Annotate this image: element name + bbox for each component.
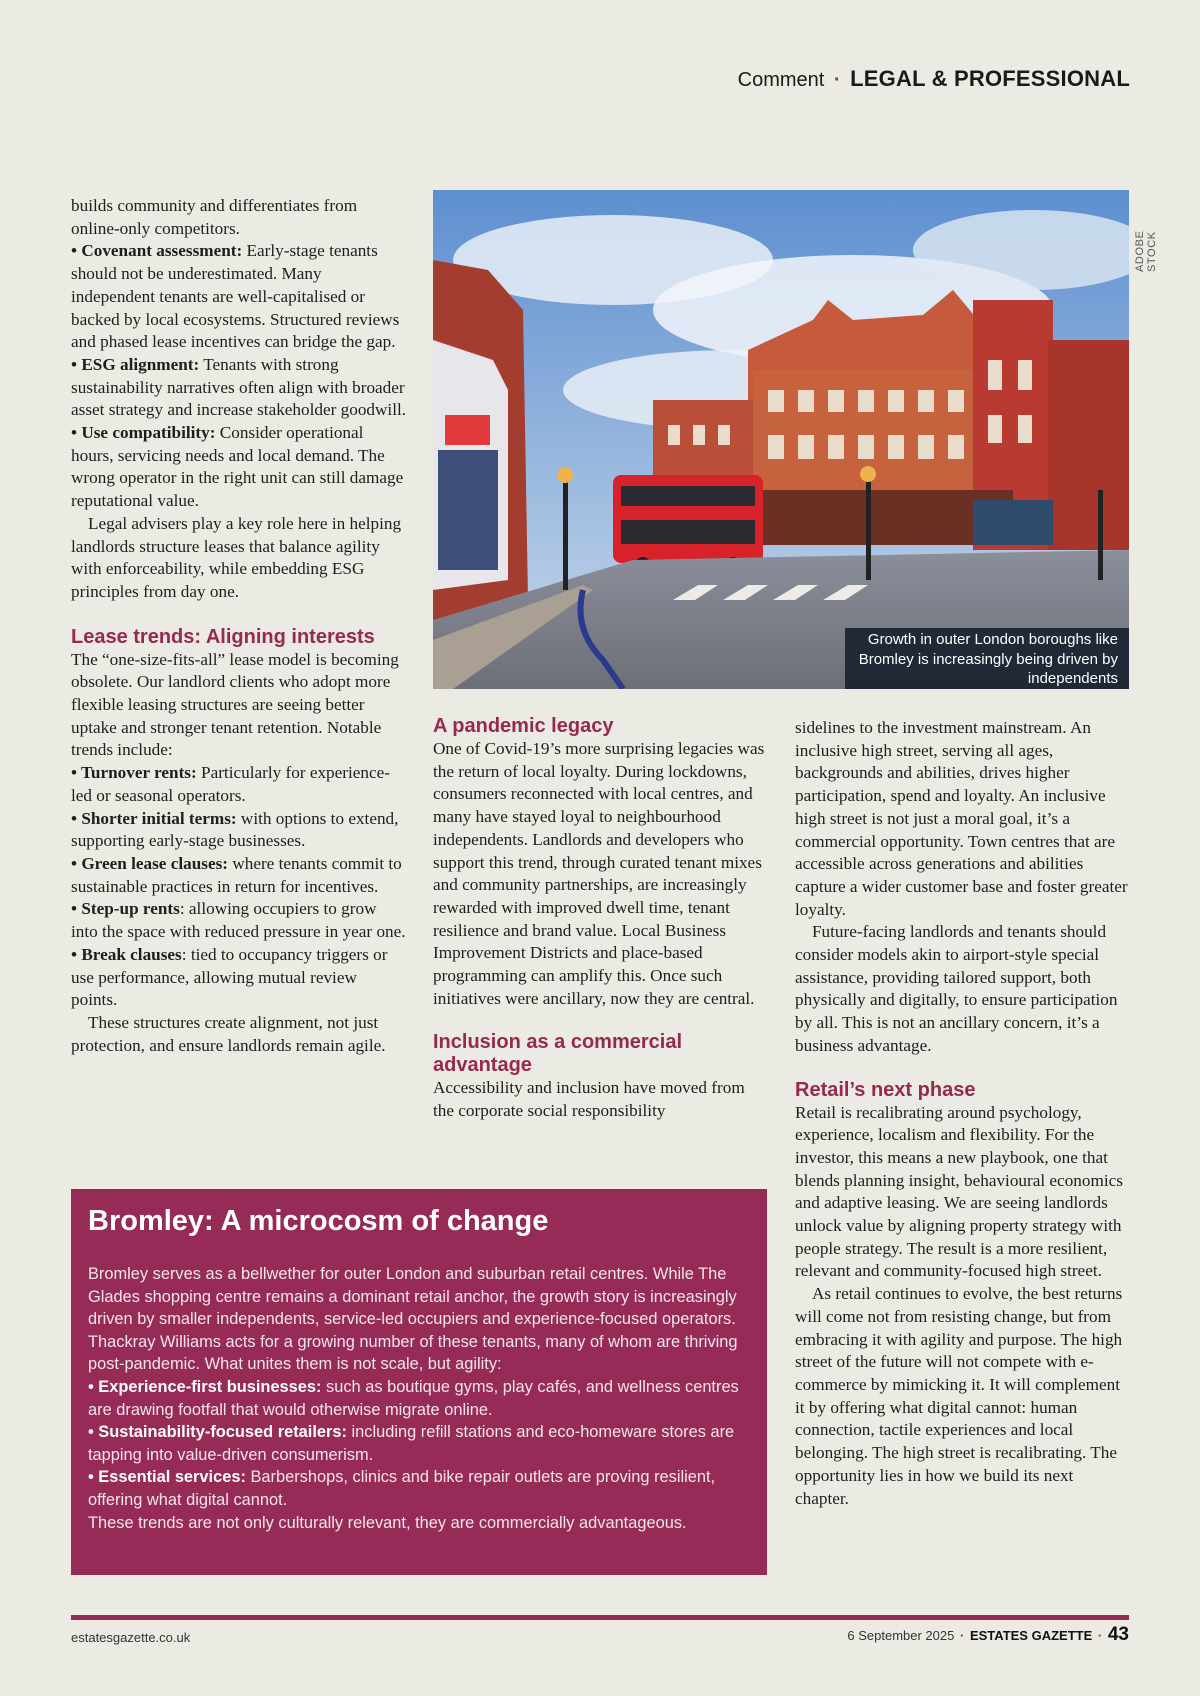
paragraph: sidelines to the investment mainstream. An inclusive high street, serving all ages, backgrounds and abilities, drives higher participation, spend and loyalty. An inclusive high street is not just a moral goal, it’s a commercial opportunity. Town centres that are accessible across generations and abilities capture a wider customer base and foster greater loyalty. <box>795 718 1128 919</box>
footer-info <box>847 1624 1129 1646</box>
subheading: Retail’s next phase <box>795 1078 976 1101</box>
bullet-label: • Shorter initial terms: <box>71 808 237 828</box>
article-column-2 <box>433 715 769 1123</box>
paragraph: One of Covid-19’s more surprising legacies was the return of local loyalty. During lockdowns, consumers reconnected with local centres, and many have stayed loyal to neighbourhood independents. Landlords and developers who support this trend, through curated tenant mixes and community partnerships, are increasingly rewarded with improved dwell time, tenant resilience and brand value. Local Business Improvement Districts and place-based programming can amplify this. Once such initiatives were ancillary, now they are central. <box>433 739 765 1008</box>
page-header <box>738 66 1130 92</box>
paragraph: builds community and differentiates from online-only competitors. <box>71 196 358 238</box>
article-column-3 <box>795 717 1129 1510</box>
footer-date: 6 September 2025 <box>847 1628 955 1643</box>
bullet-label: • Sustainability-focused retailers: <box>88 1423 347 1442</box>
photo-caption: Growth in outer London boroughs like Bromley is increasingly being driven by independents <box>845 628 1129 689</box>
bullet-item: • Experience-first businesses: such as boutique gyms, play cafés, and wellness centres are drawing footfall that would otherwise migrate online. <box>88 1377 739 1419</box>
street-photo <box>433 190 1129 689</box>
bullet-item: • Sustainability-focused retailers: including refill stations and eco-homeware stores are tapping into value-driven consumerism. <box>88 1423 735 1464</box>
paragraph: These structures create alignment, not just protection, and ensure landlords remain agile. <box>71 1012 386 1055</box>
bullet-label: • Use compatibility: <box>71 423 216 443</box>
paragraph: Legal advisers play a key role here in helping landlords structure leases that balance agility with enforceability, while embedding ESG principles from day one. <box>71 513 402 601</box>
paragraph: The “one-size-fits-all” lease model is becoming obsolete. Our landlord clients who adopt more flexible leasing structures are seeing better uptake and stronger tenant retention. Notable trends include: <box>71 649 399 760</box>
bullet-item: • Turnover rents: Particularly for experience-led or seasonal operators. <box>71 763 390 805</box>
page-number: 43 <box>1107 1624 1129 1645</box>
header-kicker: Comment <box>737 69 825 91</box>
bullet-label: • Turnover rents: <box>71 763 197 783</box>
paragraph: These trends are not only culturally relevant, they are commercially advantageous. <box>88 1513 687 1532</box>
bullet-label: • Break clauses <box>71 944 182 964</box>
bullet-item: • Essential services: Barbershops, clinics and bike repair outlets are proving resilient, offering what digital cannot. <box>88 1468 716 1509</box>
box-body <box>88 1263 749 1534</box>
bullet-item: • Shorter initial terms: with options to extend, supporting early-stage businesses. <box>71 808 399 851</box>
subheading: A pandemic legacy <box>433 715 614 737</box>
bullet-item: • Covenant assessment: Early-stage tenants should not be underestimated. Many independent tenants are well-capitalised or backed by local ecosystems. Structured reviews and phased lease incentives can bridge the gap. <box>71 241 400 352</box>
bullet-item: • Break clauses: tied to occupancy triggers or use performance, allowing mutual review points. <box>71 944 388 1010</box>
bullet-label: • Essential services: <box>88 1468 246 1487</box>
bullet-label: • Covenant assessment: <box>71 241 243 261</box>
photo-credit: ADOBE STOCK <box>1134 230 1158 272</box>
paragraph: Future-facing landlords and tenants should consider models akin to airport-style special assistance, providing tailored support, both physically and digitally, to ensure participation by all. This is not an ancillary concern, it’s a business advantage. <box>795 922 1118 1055</box>
header-section: LEGAL & PROFESSIONAL <box>850 66 1130 91</box>
bullet-item: • Use compatibility: Consider operational hours, servicing needs and local demand. The wrong operator in the right unit can still damage reputational value. <box>71 423 404 511</box>
bullet-label: • Experience-first businesses: <box>88 1377 322 1396</box>
bullet-label: • Step-up rents <box>71 899 180 919</box>
bullet-item: • Green lease clauses: where tenants commit to sustainable practices in return for incentives. <box>71 853 402 896</box>
bullet-label: • ESG alignment: <box>71 354 200 374</box>
header-separator: · <box>833 69 841 91</box>
footer-rule <box>71 1615 1129 1620</box>
bullet-item: • ESG alignment: Tenants with strong sustainability narratives often align with broader asset strategy and increase stakeholder goodwill. <box>71 354 407 420</box>
footer-publication: ESTATES GAZETTE <box>969 1628 1093 1643</box>
article-column-1 <box>71 195 407 1057</box>
paragraph: Accessibility and inclusion have moved from the corporate social responsibility <box>433 1078 745 1121</box>
footer-website: estatesgazette.co.uk <box>71 1630 191 1645</box>
subheading: Inclusion as a commercial advantage <box>433 1031 682 1077</box>
paragraph: Bromley serves as a bellwether for outer London and suburban retail centres. While The Glades shopping centre remains a dominant retail anchor, the growth story is increasingly driven by smaller independents, service-led occupiers and experience-focused operators. Thackray Williams acts for a growing number of these tenants, many of whom are thriving post-pandemic. What unites them is not scale, but agility: <box>88 1265 738 1374</box>
bullet-label: • Green lease clauses: <box>71 853 229 873</box>
bullet-item: • Step-up rents: allowing occupiers to grow into the space with reduced pressure in year one. <box>71 899 406 942</box>
subheading: Lease trends: Aligning interests <box>71 625 375 648</box>
bromley-sidebar-box <box>71 1189 767 1575</box>
box-title: Bromley: A microcosm of change <box>88 1205 549 1237</box>
footer-separator: · <box>1097 1628 1103 1643</box>
footer-separator: · <box>959 1628 965 1643</box>
bromley-high-street-illustration <box>433 190 1129 689</box>
paragraph: As retail continues to evolve, the best returns will come not from resisting change, but from embracing it with agility and purpose. The high street of the future will not compete with e-commerce by mimicking it. It will complement it by offering what digital cannot: human connection, tactile experiences and local belonging. The high street is recalibrating. The opportunity lies in how we build its next chapter. <box>795 1284 1123 1508</box>
paragraph: Retail is recalibrating around psychology, experience, localism and flexibility. For the investor, this means a new playbook, one that blends planning insight, behavioural economics and adaptive leasing. We are seeing landlords unlock value by aligning property strategy with people strategy. The result is a more resilient, relevant and community-focused high street. <box>795 1102 1123 1281</box>
